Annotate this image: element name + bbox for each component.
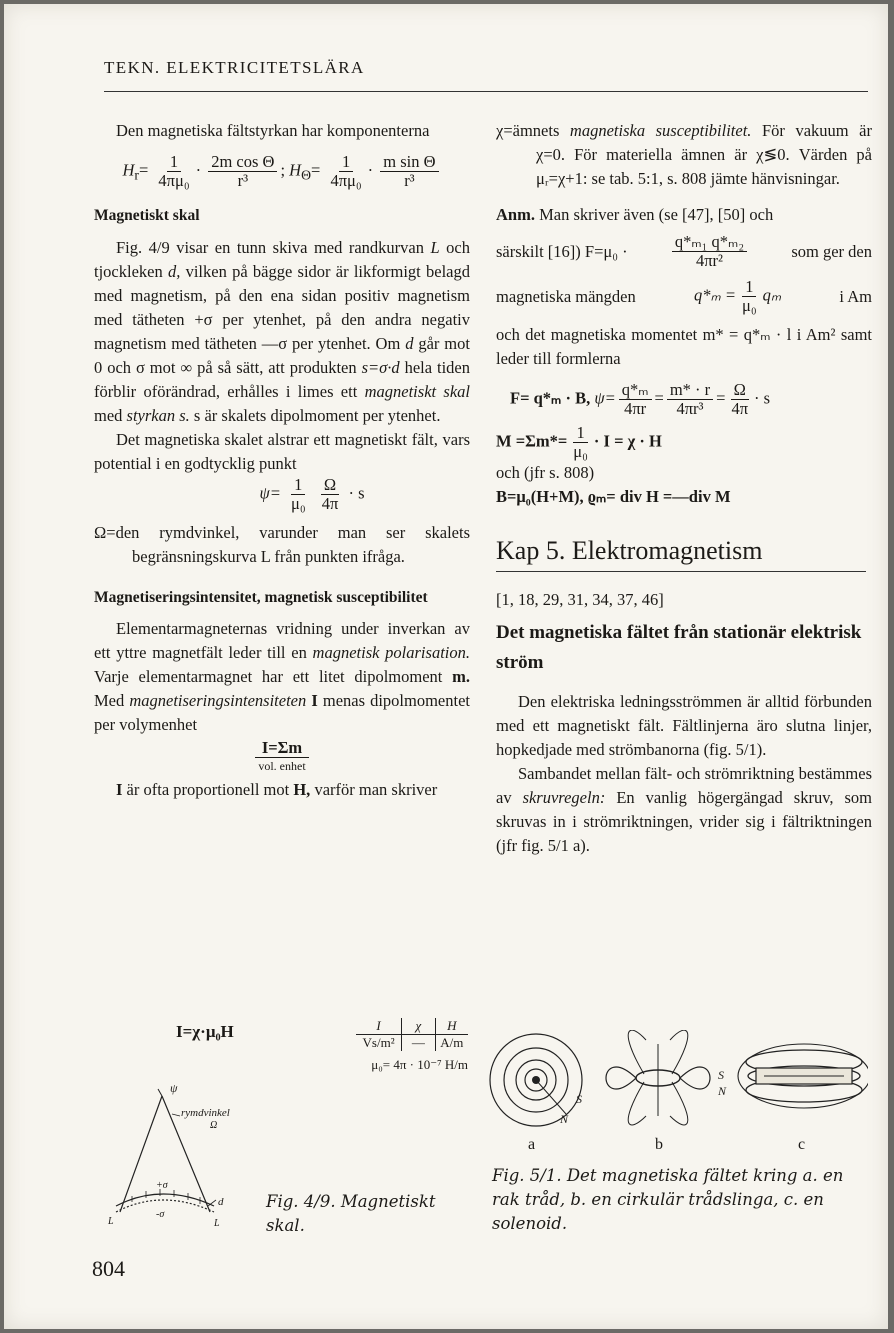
fraction <box>255 739 308 774</box>
text-run: Elementarmagneternas vridning under inverkan av ett yttre magnetfält leder till en <box>94 619 470 662</box>
paragraph-magnetization <box>94 617 470 737</box>
intro-paragraph: Den magnetiska fältstyrkan har komponenterna <box>116 121 430 140</box>
text-run: H, <box>293 780 311 799</box>
chapter-rule <box>496 571 866 572</box>
frac-num: q*ₘ <box>619 381 652 400</box>
fig49-label-L: L <box>214 1218 220 1229</box>
book-page <box>4 4 888 1329</box>
fraction <box>619 381 652 418</box>
right-column <box>496 119 872 858</box>
text-run: varför man skriver <box>310 780 438 799</box>
text-run: q*ₘ = <box>694 285 737 305</box>
remark-moment: och det magnetiska momentet m* = q*ₘ · l i Am² samt leder till formlerna <box>496 325 872 368</box>
mu0-constant: μ₀= 4π · 10⁻⁷ H/m <box>371 1057 468 1072</box>
figure-4-9-caption: Fig. 4/9. Magnetiskt skal. <box>266 1192 436 1235</box>
text-run: · I = χ · H <box>593 431 662 451</box>
fraction <box>570 424 591 461</box>
formula-field-components: $H_r=$ $\frac{1}{\text{4πμ₀}}$ · $\frac{\text{2m cos Θ}}{\text{r³}}$ ; $H_\Theta=$ $\frac{1}{\text{4πμ₀}}$ · $\frac{\text{m sin Θ}}{\text{r³}}$ <box>94 153 470 190</box>
frac-num: 1 <box>573 424 587 443</box>
text-run: magnetiska susceptibilitet. <box>569 121 752 140</box>
unit-value: Vs/m² <box>362 1035 395 1050</box>
text-run: och tjockleken <box>94 238 471 281</box>
text-run: magnetisk polarisation. <box>312 643 470 662</box>
frac-num: I=Σm <box>261 738 303 757</box>
units-row-top <box>356 1018 468 1035</box>
figure-5-1 <box>488 1030 868 1130</box>
chi-definition <box>496 119 872 191</box>
formula-force-psi: F= q*ₘ · B, ψ= $\frac{\text{q*ₘ}}{4\pi r}$ = $\frac{m* \cdot r}{\text{4πr³}}$ = $\frac{\Omega}{4\pi}$ · s <box>510 380 771 418</box>
formula-I-sum <box>94 739 470 774</box>
text-run: I <box>116 780 123 799</box>
text-run: går mot 0 och σ mot ∞ på så sätt, att produkten <box>94 334 470 377</box>
formula-I-chi: I=χ·μ₀H <box>176 1022 234 1041</box>
section-title: Det magnetiska fältet från stationär elektrisk ström <box>496 622 862 673</box>
frac-num: 1 <box>167 153 181 172</box>
fraction <box>672 233 747 270</box>
left-column <box>94 119 470 802</box>
formula-ht-lhs: H <box>289 160 302 180</box>
text-run: magnetiseringsintensiteten <box>129 691 307 710</box>
fig49-label-omega: Ω <box>210 1120 218 1131</box>
remark-quantity-formula <box>496 278 872 315</box>
frac-num: m* · r <box>667 381 713 400</box>
fig49-label-plus-sigma: +σ <box>156 1180 168 1191</box>
frac-den: 4πr <box>624 399 647 418</box>
formula-separator: ; <box>280 160 286 180</box>
unit-symbol: H <box>436 1018 468 1035</box>
frac-num: Ω <box>321 476 339 495</box>
formula-B: B=μ₀(H+M), ϱₘ= div H =—div M <box>496 487 731 506</box>
formula-hr-sub: r <box>134 167 139 183</box>
fraction <box>380 153 438 190</box>
fig49-label-rymdvinkel: rymdvinkel <box>181 1107 230 1119</box>
text-run: Sambandet mellan fält- och strömriktning bestämmes av <box>496 764 872 807</box>
heading-magnetic-shell: Magnetiskt skal <box>94 207 200 224</box>
fig49-label-minus-sigma: -σ <box>156 1209 165 1220</box>
fig51-label-S: S <box>576 1092 582 1106</box>
text-run: med <box>94 406 127 425</box>
formula-qm <box>694 278 781 315</box>
fig49-label-d: d <box>218 1196 224 1208</box>
fraction <box>155 153 192 190</box>
fraction <box>739 278 760 315</box>
text-run: L <box>430 238 440 257</box>
text-run: särskilt [16]) F=μ₀ · <box>496 241 628 261</box>
frac-den: μ₀ <box>742 296 757 315</box>
formula-psi-lhs: ψ= <box>259 483 281 503</box>
frac-den: r³ <box>237 171 249 190</box>
text-run: i Am <box>839 286 872 306</box>
formula-hr-lhs: H <box>122 160 135 180</box>
frac-den: vol. enhet <box>255 757 308 774</box>
unit-symbol: I <box>356 1018 401 1035</box>
paragraph-magnetic-shell <box>94 236 470 428</box>
angle-pointer <box>172 1114 180 1116</box>
fig51-label-b: b <box>655 1136 663 1153</box>
frac-den: 4πμ₀ <box>158 171 190 190</box>
frac-den: 4πr² <box>695 251 723 270</box>
frac-num: 2m cos Θ <box>208 153 277 172</box>
unit-symbol: χ <box>401 1018 435 1035</box>
text-run: Fig. 4/9 visar en tunn skiva med randkurvan <box>116 238 431 257</box>
frac-den: 4π <box>731 399 749 418</box>
omega-definition: Ω=den rymdvinkel, varunder man ser skalets begränsningskurva L från punkten ifråga. <box>94 523 470 566</box>
fig51-label-N: N <box>560 1112 569 1126</box>
frac-den: μ₀ <box>573 442 588 461</box>
heading-magnetization: Magnetiseringsintensitet, magnetisk susceptibilitet <box>94 589 428 606</box>
text-run: För vakuum är χ=0. För materiella ämnen är χ≶0. Värden på μᵣ=χ+1: se tab. 5:1, s. 808 jämte hänvisningar. <box>536 121 872 188</box>
header-rule <box>104 91 868 92</box>
paragraph-current-field: Den elektriska ledningsströmmen är alltid förbunden med ett magnetiskt fält. Fältlinjerna äro slutna linjer, hopkedjade med strömbanorna (fig. 5/1). <box>496 692 872 759</box>
text-run: Man skriver även (se [47], [50] och <box>534 205 774 224</box>
frac-den: 4πr³ <box>676 399 704 418</box>
frac-num: Ω <box>731 381 749 400</box>
text-run: d, <box>167 262 181 281</box>
text-run: vilken på bägge sidor är likformigt belagd med magnetism, på den ena sidan positiv magnetism med tätheten +σ per ytenhet, på den andra negativ magnetism med tätheten —σ per ytenhet. Om <box>94 262 470 353</box>
text-run: styrkan s. <box>126 406 190 425</box>
fig51-label-S: S <box>718 1068 724 1082</box>
paragraph-shell-potential: Det magnetiska skalet alstrar ett magnetiskt fält, vars potential i en godtycklig punkt <box>94 430 470 473</box>
frac-num: 1 <box>291 476 305 495</box>
fig49-label-L: L <box>108 1216 114 1227</box>
unit-value: — <box>401 1035 435 1051</box>
text-run: som ger den <box>791 241 872 261</box>
units-row-bottom <box>356 1035 468 1051</box>
unit-value: A/m <box>440 1035 464 1050</box>
fig49-label-psi: ψ <box>170 1081 178 1095</box>
frac-den: r³ <box>404 171 415 190</box>
text-run: χ=ämnets <box>496 121 570 140</box>
page-number: 804 <box>92 1256 125 1281</box>
fig51-label-N: N <box>718 1084 727 1098</box>
text-run: är ofta proportionell mot <box>122 780 294 799</box>
frac-den: 4π <box>321 494 339 513</box>
psi-pointer <box>158 1089 162 1096</box>
fraction <box>208 153 277 190</box>
paragraph-screw-rule <box>496 762 872 858</box>
text-run: menas dipolmomentet per volymenhet <box>94 691 470 734</box>
formula-ht-sub: Θ <box>301 167 312 183</box>
remark-line-1 <box>496 203 872 227</box>
text-run: magnetiskt skal <box>364 382 470 401</box>
fraction <box>288 476 309 513</box>
text-run: m. <box>452 667 470 686</box>
text-run: En vanlig högergängad skruv, som skruvas in i strömriktningen, vrider sig i fältriktningen (jfr fig. 5/1 a). <box>496 788 872 855</box>
remark-force-formula <box>496 233 872 270</box>
formula-psi <box>154 476 470 513</box>
fraction <box>319 476 342 513</box>
text-run: magnetiska mängden <box>496 286 636 306</box>
text-run: d <box>405 334 414 353</box>
reference-line: och (jfr s. 808) <box>496 463 595 482</box>
text-run: I <box>306 691 318 710</box>
text-run: s är skalets dipolmoment per ytenhet. <box>189 406 441 425</box>
frac-num: 1 <box>742 278 756 297</box>
text-run: F= q*ₘ · B, <box>510 388 591 408</box>
remark-label: Anm. <box>496 205 535 224</box>
frac-den: 4πμ₀ <box>330 171 362 190</box>
paragraph-proportional <box>94 778 470 802</box>
frac-num: 1 <box>339 153 353 172</box>
units-table <box>356 1018 468 1073</box>
fraction <box>327 153 364 190</box>
figure-5-1-caption: Fig. 5/1. Det magnetiska fältet kring a. en rak tråd, b. en cirkulär trådslinga, c. en solenoid. <box>492 1166 844 1233</box>
shell-lower-surface <box>116 1200 214 1212</box>
frac-num: m sin Θ <box>380 153 438 172</box>
frac-den: μ₀ <box>291 494 306 513</box>
fraction <box>728 381 751 418</box>
fig51b-circular-loop <box>606 1030 710 1125</box>
fig51a-straight-wire <box>490 1034 582 1126</box>
shell-upper-surface <box>116 1194 214 1206</box>
text-run: Varje elementarmagnet har ett litet dipolmoment <box>94 667 453 686</box>
running-head: TEKN. ELEKTRICITETSLÄRA <box>104 58 365 77</box>
fig51-label-c: c <box>798 1136 806 1153</box>
fraction <box>667 381 713 418</box>
text-run: Med <box>94 691 130 710</box>
text-run: · s <box>754 388 771 408</box>
text-run: hela tiden förblir oförändrad, erhålles i limes ett <box>94 358 470 401</box>
text-run: ψ= <box>594 388 616 408</box>
frac-num: q*ₘ₁ q*ₘ₂ <box>672 233 747 252</box>
formula-M <box>496 424 872 461</box>
fig51c-solenoid <box>738 1044 868 1108</box>
formula-psi-tail: · s <box>348 483 365 503</box>
chapter-references: [1, 18, 29, 31, 34, 37, 46] <box>496 590 664 609</box>
text-run: M =Σm*= <box>496 431 568 451</box>
text-run: s=σ·d <box>361 358 400 377</box>
fig51-label-a: a <box>528 1136 536 1153</box>
text-run: skruvregeln: <box>522 788 606 807</box>
chapter-title: Kap 5. Elektromagnetism <box>496 536 763 565</box>
text-run: qₘ <box>762 285 782 305</box>
